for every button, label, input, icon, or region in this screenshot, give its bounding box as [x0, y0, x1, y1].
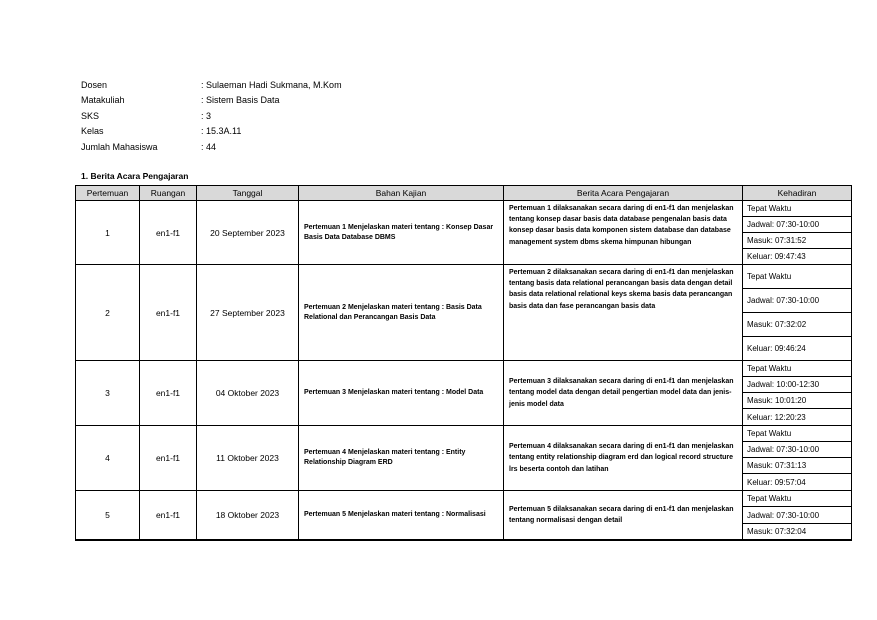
kehadiran-keluar: Keluar: 12:20:23 [747, 412, 806, 422]
info-value: : 3 [201, 110, 212, 121]
header-tanggal: Tanggal [197, 186, 299, 201]
info-row-matakuliah [81, 93, 342, 109]
info-value: : Sistem Basis Data [201, 95, 280, 106]
info-row-dosen [81, 77, 342, 93]
cell-tanggal: 27 September 2023 [197, 265, 299, 361]
cell-ruangan: en1-f1 [140, 361, 197, 426]
info-label: SKS [81, 110, 100, 121]
kehadiran-masuk: Masuk: 07:31:13 [743, 458, 851, 474]
table-header-row [76, 186, 852, 201]
kehadiran-masuk: Masuk: 07:31:52 [743, 233, 851, 249]
cell-ruangan: en1-f1 [140, 426, 197, 491]
table-row [76, 491, 852, 541]
cell-kehadiran [743, 265, 852, 361]
cell-berita-acara: Pertemuan 3 dilaksanakan secara daring di en1-f1 dan menjelaskan tentang model data dengan detail pengertian model data dan jenis-jenis model data [504, 361, 743, 426]
cell-berita-acara: Pertemuan 1 dilaksanakan secara daring di en1-f1 dan menjelaskan tentang konsep dasar basis data database pengenalan basis data konsep dasar basis data komponen sistem database dan database management system dbms skema himpunan hibungan [504, 201, 743, 265]
cell-tanggal: 04 Oktober 2023 [197, 361, 299, 426]
info-value: : 44 [201, 141, 217, 152]
cell-ruangan: en1-f1 [140, 201, 197, 265]
kehadiran-masuk: Masuk: 07:32:02 [743, 313, 851, 337]
kehadiran-jadwal: Jadwal: 07:30-10:00 [743, 507, 851, 524]
cell-tanggal: 18 Oktober 2023 [197, 491, 299, 541]
table-row [76, 361, 852, 426]
info-row-jumlah-mahasiswa [81, 139, 342, 155]
kehadiran-status: Tepat Waktu [743, 491, 851, 507]
cell-bahan-kajian: Pertemuan 2 Menjelaskan materi tentang : Basis Data Relational dan Perancangan Basis Data [299, 265, 504, 361]
cell-berita-acara: Pertemuan 5 dilaksanakan secara daring di en1-f1 dan menjelaskan tentang normalisasi dengan detail [504, 491, 743, 541]
cell-pertemuan: 2 [76, 265, 140, 361]
kehadiran-status: Tepat Waktu [743, 201, 851, 217]
kehadiran-status: Tepat Waktu [743, 361, 851, 377]
cell-kehadiran [743, 491, 852, 541]
kehadiran-masuk: Masuk: 10:01:20 [743, 393, 851, 409]
header-bahan-kajian: Bahan Kajian [299, 186, 504, 201]
cell-bahan-kajian: Pertemuan 3 Menjelaskan materi tentang : Model Data [299, 361, 504, 426]
cell-pertemuan: 4 [76, 426, 140, 491]
table-row [76, 265, 852, 361]
table-row [76, 426, 852, 491]
cell-kehadiran [743, 201, 852, 265]
header-kehadiran: Kehadiran [743, 186, 852, 201]
attendance-table [75, 185, 852, 541]
info-label: Matakuliah [81, 95, 125, 106]
course-info [81, 77, 342, 155]
kehadiran-jadwal: Jadwal: 07:30-10:00 [743, 217, 851, 233]
cell-tanggal: 20 September 2023 [197, 201, 299, 265]
info-row-sks [81, 108, 342, 124]
cell-pertemuan: 5 [76, 491, 140, 541]
kehadiran-status: Tepat Waktu [743, 426, 851, 442]
info-label: Kelas [81, 126, 104, 137]
cell-berita-acara: Pertemuan 4 dilaksanakan secara daring di en1-f1 dan menjelaskan tentang entity relationship diagram erd dan logical record structure lrs beserta contoh dan latihan [504, 426, 743, 491]
kehadiran-keluar: Keluar: 09:47:43 [747, 252, 806, 261]
kehadiran-status: Tepat Waktu [743, 265, 851, 289]
info-value: : Sulaeman Hadi Sukmana, M.Kom [201, 79, 342, 90]
info-row-kelas [81, 124, 342, 140]
kehadiran-keluar: Keluar: 09:57:04 [747, 477, 806, 487]
kehadiran-jadwal: Jadwal: 10:00-12:30 [743, 377, 851, 393]
table-row [76, 201, 852, 265]
cell-kehadiran [743, 426, 852, 491]
header-pertemuan: Pertemuan [76, 186, 140, 201]
kehadiran-masuk: Masuk: 07:32:04 [747, 527, 807, 536]
kehadiran-jadwal: Jadwal: 07:30-10:00 [743, 442, 851, 458]
info-label: Dosen [81, 79, 108, 90]
cell-bahan-kajian: Pertemuan 5 Menjelaskan materi tentang : Normalisasi [299, 491, 504, 541]
header-ruangan: Ruangan [140, 186, 197, 201]
kehadiran-jadwal: Jadwal: 07:30-10:00 [743, 289, 851, 313]
cell-pertemuan: 1 [76, 201, 140, 265]
header-berita-acara: Berita Acara Pengajaran [504, 186, 743, 201]
cell-kehadiran [743, 361, 852, 426]
section-title: 1. Berita Acara Pengajaran [81, 171, 189, 181]
cell-berita-acara: Pertemuan 2 dilaksanakan secara daring di en1-f1 dan menjelaskan tentang basis data relational perancangan basis data dengan detail basis data relational relational keys skema basis data perancangan basis data dan fase perancangan basis data [504, 265, 743, 361]
cell-bahan-kajian: Pertemuan 1 Menjelaskan materi tentang : Konsep Dasar Basis Data Database DBMS [299, 201, 504, 265]
cell-ruangan: en1-f1 [140, 265, 197, 361]
info-label: Jumlah Mahasiswa [81, 141, 158, 152]
cell-ruangan: en1-f1 [140, 491, 197, 541]
cell-bahan-kajian: Pertemuan 4 Menjelaskan materi tentang : Entity Relationship Diagram ERD [299, 426, 504, 491]
kehadiran-keluar: Keluar: 09:46:24 [747, 344, 806, 353]
info-value: : 15.3A.11 [201, 126, 242, 137]
cell-pertemuan: 3 [76, 361, 140, 426]
cell-tanggal: 11 Oktober 2023 [197, 426, 299, 491]
